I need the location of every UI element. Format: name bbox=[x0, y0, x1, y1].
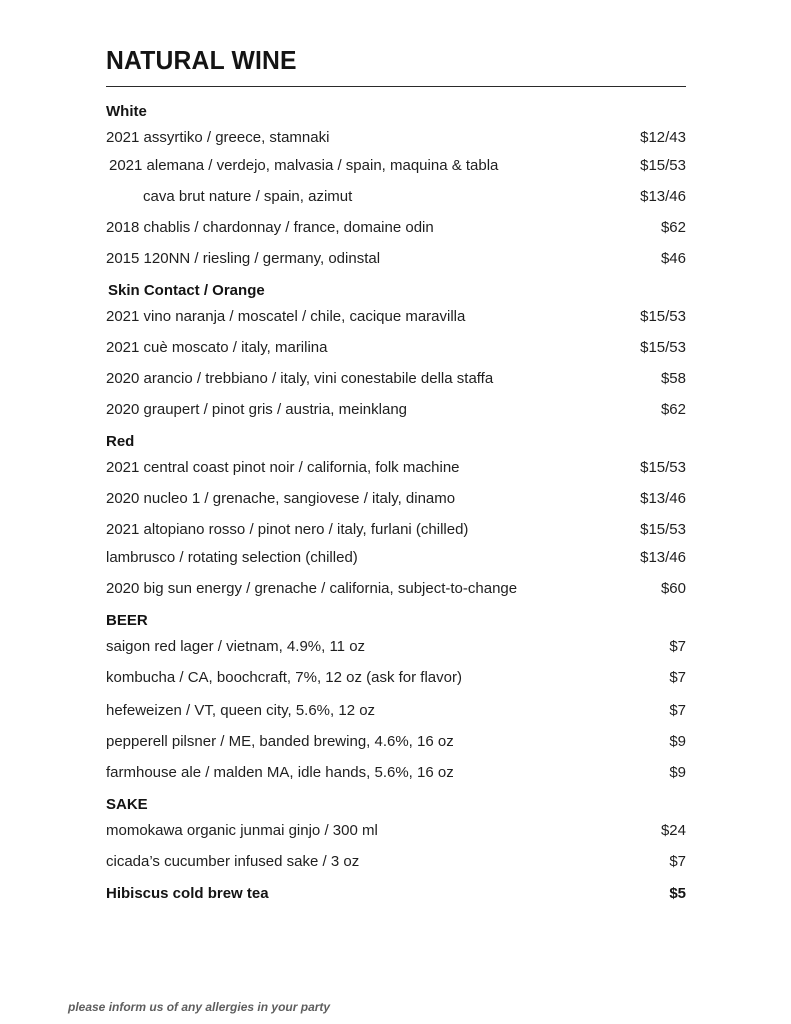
item-name: cicada’s cucumber infused sake / 3 oz bbox=[106, 853, 360, 870]
menu-item-row bbox=[106, 309, 686, 324]
item-price: $15/53 bbox=[640, 339, 686, 356]
item-name: 2021 altopiano rosso / pinot nero / italy, furlani (chilled) bbox=[106, 521, 469, 538]
menu-item-row bbox=[106, 550, 686, 565]
section-heading-beer: BEER bbox=[106, 612, 148, 629]
item-price: $13/46 bbox=[640, 549, 686, 566]
item-name: lambrusco / rotating selection (chilled) bbox=[106, 549, 358, 566]
item-price: $5 bbox=[669, 885, 686, 902]
menu-item-row bbox=[106, 581, 686, 596]
menu-section-skin-contact bbox=[106, 283, 686, 417]
item-name: 2020 nucleo 1 / grenache, sangiovese / italy, dinamo bbox=[106, 490, 456, 507]
item-name: 2018 chablis / chardonnay / france, domaine odin bbox=[106, 219, 434, 236]
item-price: $24 bbox=[660, 822, 686, 839]
menu-item-row-highlight bbox=[106, 886, 686, 901]
allergy-footer-note: please inform us of any allergies in your party bbox=[68, 1000, 331, 1014]
menu-item-row bbox=[106, 491, 686, 506]
item-name: 2021 vino naranja / moscatel / chile, cacique maravilla bbox=[106, 308, 466, 325]
item-name: 2020 graupert / pinot gris / austria, meinklang bbox=[106, 401, 408, 418]
menu-section-sake bbox=[106, 797, 686, 869]
menu-item-row bbox=[106, 251, 686, 266]
menu-item-row bbox=[106, 371, 686, 386]
item-price: $13/46 bbox=[640, 188, 686, 205]
menu-item-row bbox=[106, 189, 686, 204]
item-price: $9 bbox=[669, 733, 686, 750]
item-name: 2021 central coast pinot noir / california, folk machine bbox=[106, 459, 460, 476]
menu-item-row bbox=[106, 460, 686, 475]
item-price: $46 bbox=[660, 250, 686, 267]
item-price: $7 bbox=[669, 638, 686, 655]
item-name: 2020 arancio / trebbiano / italy, vini conestabile della staffa bbox=[106, 370, 494, 387]
menu-item-row bbox=[106, 823, 686, 838]
item-price: $62 bbox=[660, 401, 686, 418]
item-name: farmhouse ale / malden MA, idle hands, 5.6%, 16 oz bbox=[106, 764, 454, 781]
menu-section-red bbox=[106, 434, 686, 596]
menu-item-row bbox=[106, 522, 686, 537]
item-name: 2021 alemana / verdejo, malvasia / spain, maquina & tabla bbox=[109, 157, 499, 174]
menu-sections bbox=[106, 104, 686, 914]
item-name: 2021 assyrtiko / greece, stamnaki bbox=[106, 129, 330, 146]
item-name: hefeweizen / VT, queen city, 5.6%, 12 oz bbox=[106, 702, 376, 719]
item-name: cava brut nature / spain, azimut bbox=[143, 188, 353, 205]
item-price: $7 bbox=[669, 702, 686, 719]
item-price: $15/53 bbox=[640, 308, 686, 325]
item-name: kombucha / CA, boochcraft, 7%, 12 oz (ask for flavor) bbox=[106, 669, 462, 686]
menu-item-row bbox=[106, 854, 686, 869]
menu-item-row bbox=[106, 340, 686, 355]
menu-item-row bbox=[106, 639, 686, 654]
item-price: $7 bbox=[669, 669, 686, 686]
title-divider bbox=[106, 86, 686, 87]
item-name: saigon red lager / vietnam, 4.9%, 11 oz bbox=[106, 638, 366, 655]
item-name: 2020 big sun energy / grenache / california, subject-to-change bbox=[106, 580, 518, 597]
item-price: $58 bbox=[660, 370, 686, 387]
section-heading-sake: SAKE bbox=[106, 796, 148, 813]
item-price: $62 bbox=[660, 219, 686, 236]
item-price: $13/46 bbox=[640, 490, 686, 507]
item-name: 2015 120NN / riesling / germany, odinstal bbox=[106, 250, 381, 267]
page-title: NATURAL WINE bbox=[106, 45, 297, 75]
item-price: $12/43 bbox=[640, 129, 686, 146]
menu-section-white bbox=[106, 104, 686, 266]
item-price: $60 bbox=[660, 580, 686, 597]
section-heading-white: White bbox=[106, 103, 147, 120]
item-price: $15/53 bbox=[640, 459, 686, 476]
menu-item-row bbox=[106, 734, 686, 749]
section-heading-red: Red bbox=[106, 433, 135, 450]
item-name: Hibiscus cold brew tea bbox=[106, 885, 269, 902]
menu-item-row bbox=[106, 158, 686, 173]
menu-item-row bbox=[106, 130, 686, 145]
item-name: momokawa organic junmai ginjo / 300 ml bbox=[106, 822, 378, 839]
menu-item-row bbox=[106, 402, 686, 417]
item-name: pepperell pilsner / ME, banded brewing, 4.6%, 16 oz bbox=[106, 733, 454, 750]
menu-item-row bbox=[106, 765, 686, 780]
item-price: $15/53 bbox=[640, 157, 686, 174]
section-heading-skin-contact: Skin Contact / Orange bbox=[108, 282, 265, 299]
menu-item-row bbox=[106, 670, 686, 685]
menu-item-row bbox=[106, 703, 686, 718]
item-name: 2021 cuè moscato / italy, marilina bbox=[106, 339, 328, 356]
item-price: $7 bbox=[669, 853, 686, 870]
menu-section-beer bbox=[106, 613, 686, 780]
item-price: $15/53 bbox=[640, 521, 686, 538]
menu-item-row bbox=[106, 220, 686, 235]
menu-section-tea bbox=[106, 886, 686, 901]
item-price: $9 bbox=[669, 764, 686, 781]
